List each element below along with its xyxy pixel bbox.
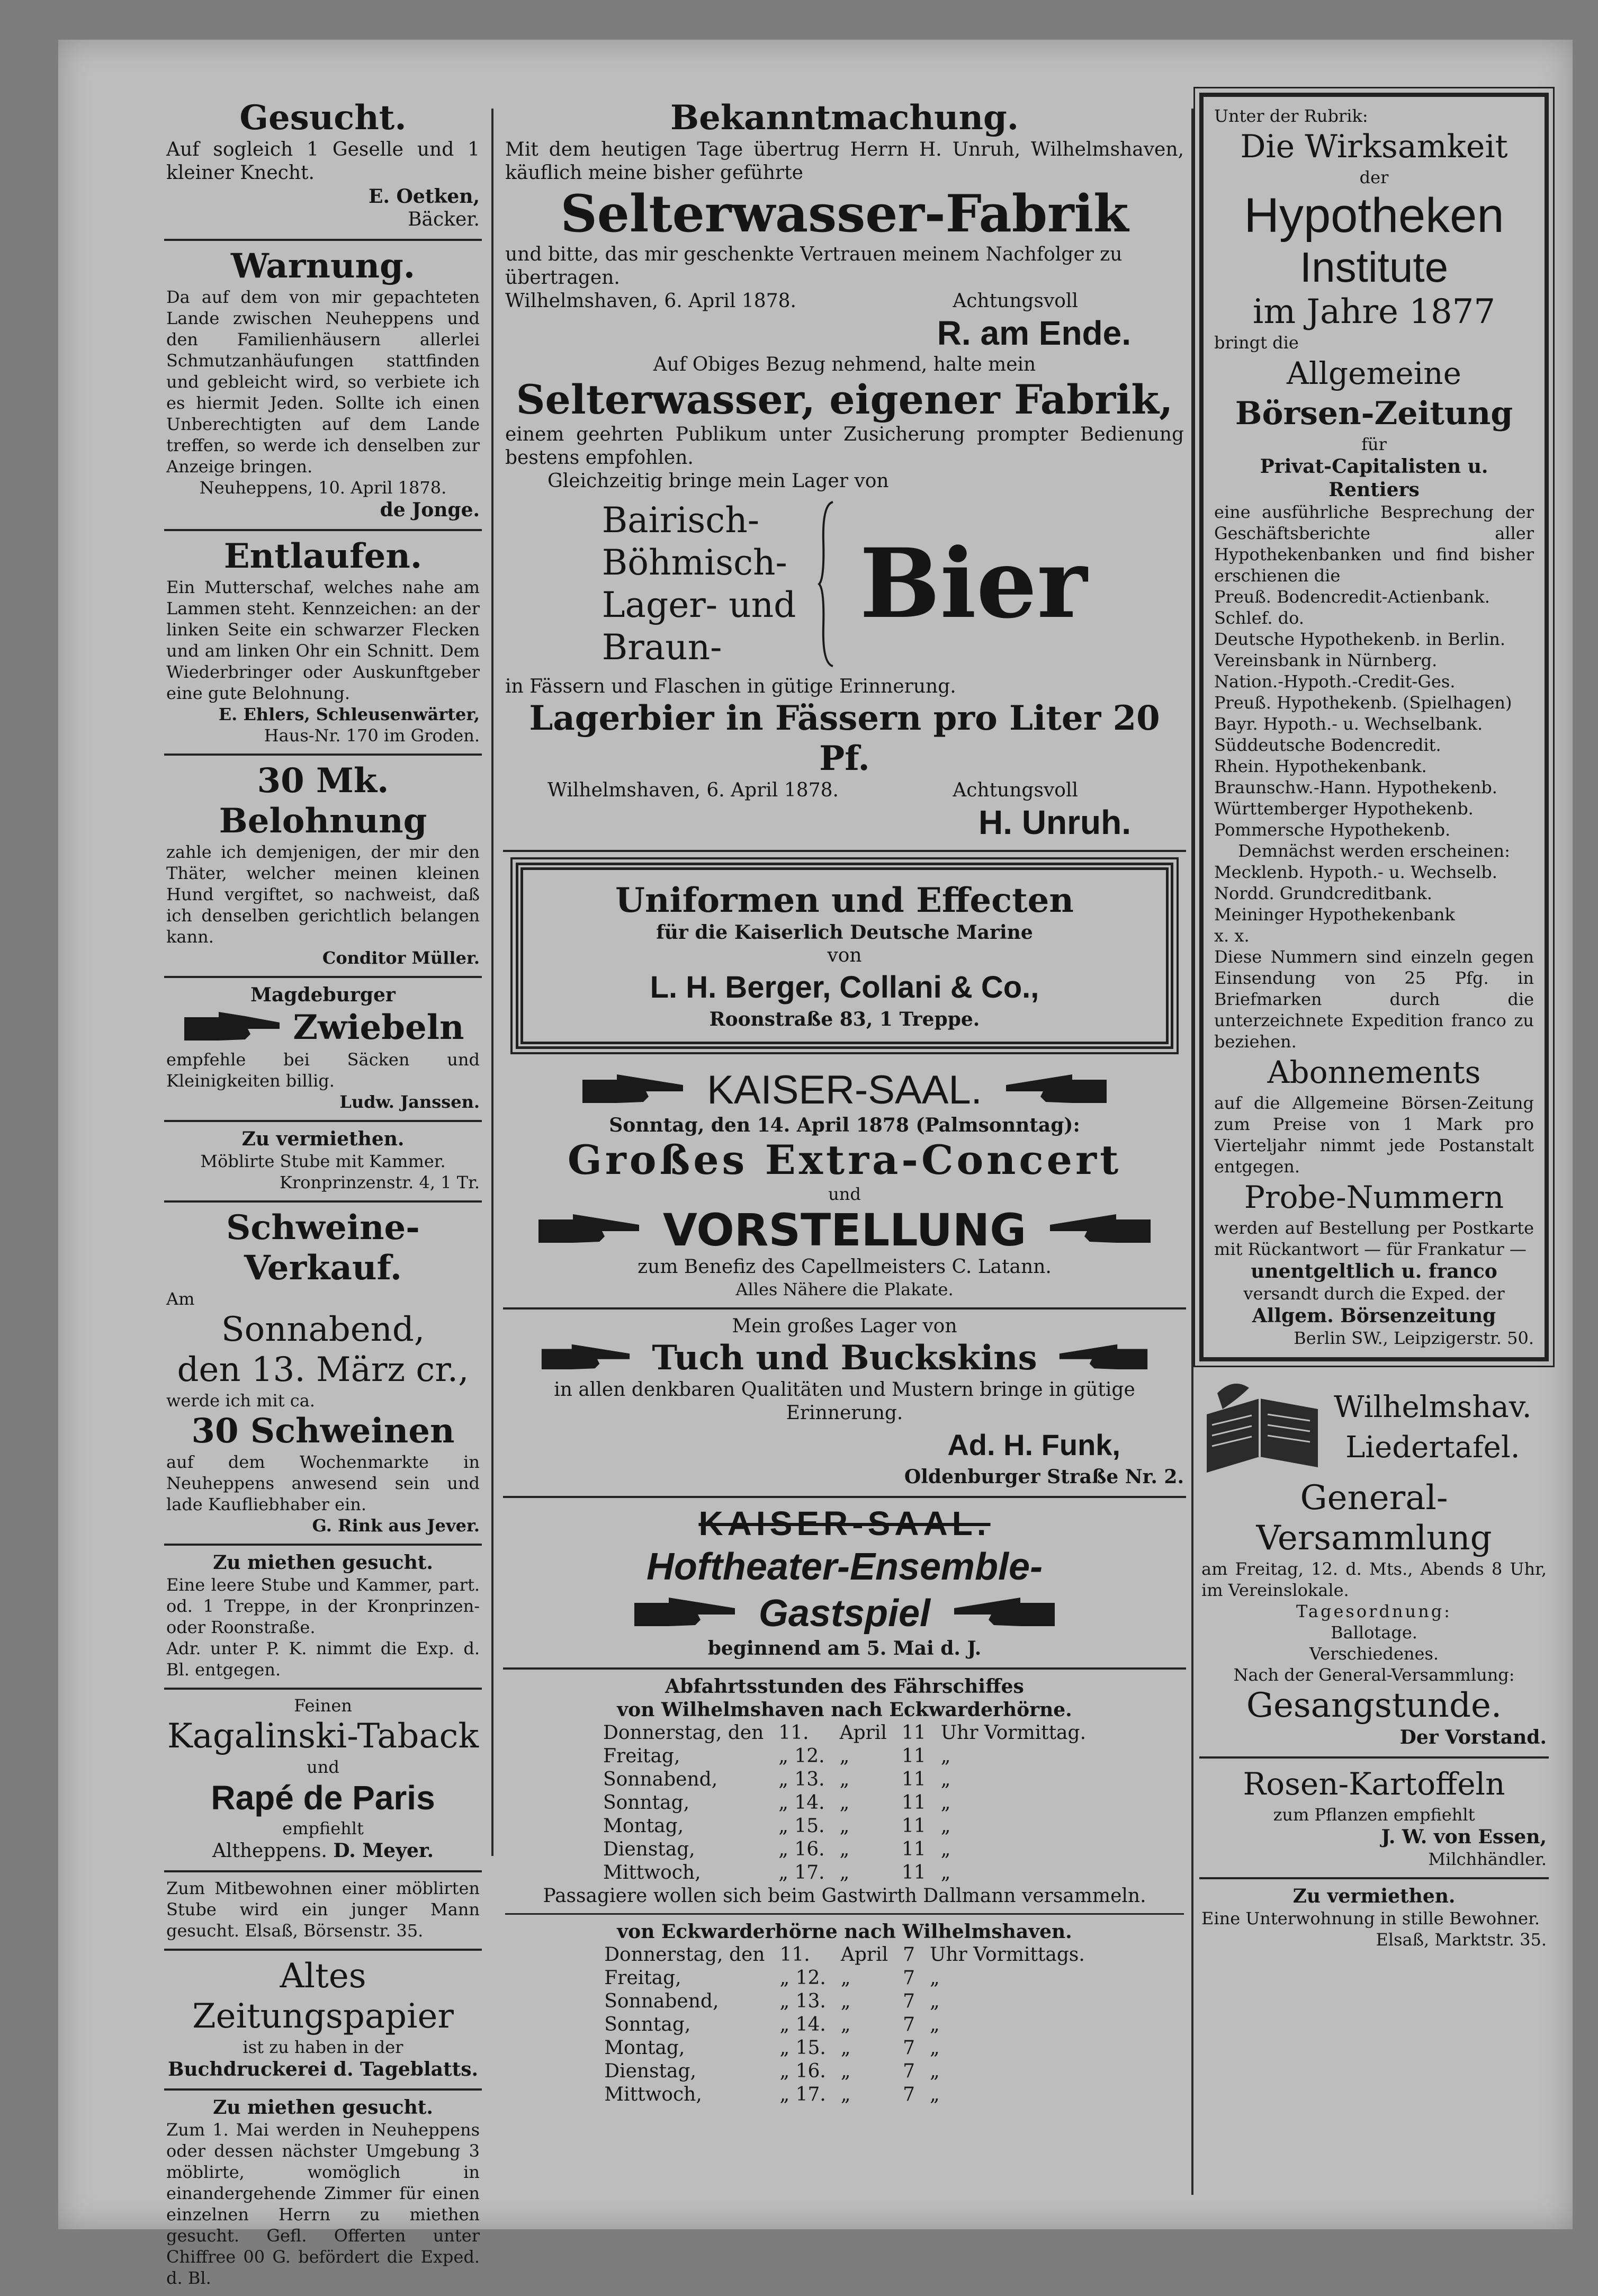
agenda-item: Ballotage. [1331,1622,1417,1643]
ad-text5: versandt durch die Exped. der [1243,1284,1505,1304]
pointing-hand-right-icon [632,1592,738,1635]
ad-big: Selterwasser-Fabrik [560,184,1129,244]
ad-big: Gastspiel [758,1592,931,1635]
beer-block [505,499,1184,669]
ad-belohnung [164,756,482,978]
ferry-cell: „ [840,2014,851,2035]
ferry-cell: „ [839,1815,850,1837]
ad-entlaufen [164,531,482,756]
ferry-cell: „ 15. [779,2037,826,2059]
ferry-cell: „ [930,1990,940,2012]
bank-item: Deutsche Hypothekenb. in Berlin. [1214,629,1506,649]
ad-title: Gesucht. [239,98,407,138]
ad-signature: H. Unruh. [978,803,1131,841]
ad-gesucht [164,93,482,241]
ferry-cell: „ [940,1862,951,1884]
ferry-cell: „ [839,1792,850,1814]
ferry-cell: 7 [903,1990,915,2012]
ad-signature: D. Meyer. [333,1840,434,1862]
ferry-cell: „ [940,1745,951,1767]
ferry-cell: „ 17. [779,2084,826,2105]
ad-big2: Selterwasser, eigener Fabrik, [516,376,1173,423]
ad-text: zum Pflanzen empfiehlt [1273,1805,1475,1825]
ad-greet: Achtungsvoll [953,779,1078,801]
bank-item: Meininger Hypothekenbank [1214,904,1455,925]
ferry-row [597,2083,1092,2106]
ad-gesucht3 [164,2091,482,2296]
ferry-cell: „ [930,2060,940,2082]
ad-title-block [1334,1387,1532,1468]
ad-text: Auf sogleich 1 Geselle und 1 kleiner Knecht. [166,139,480,184]
ferry-cell: 11 [901,1722,926,1744]
ad-headline [505,1590,1184,1637]
ferry-cell: Montag, [604,2037,685,2059]
ad-text: Eine Unterwohnung in stille Bewohner. [1201,1908,1540,1929]
pointing-hand-right-icon [580,1069,686,1111]
ad-text: auf dem Wochenmarkte in Neuheppens anwesend sein und lade Kaufliebhaber ein. [166,1452,480,1514]
ad-title: Schweine-Verkauf. [226,1208,420,1288]
ad-title: 30 Mk. Belohnung [219,761,427,841]
ad-text: empfehle bei Säcken und Kleinigkeiten billig. [166,1050,480,1091]
bank-item: Nordd. Grundcreditbank. [1214,883,1432,903]
ad-title: Kagalinski-Taback [167,1717,479,1756]
ad-signature: Conditor Müller. [322,948,480,968]
ad-gastspiel [503,1498,1186,1670]
bank-item: x. x. [1214,926,1250,946]
ad-title: KAISER-SAAL. [707,1068,982,1113]
ad-signature: E. Ehlers, Schleusenwärter, [218,704,480,724]
ad-zwiebeln [164,978,482,1122]
ferry-cell: Dienstag, [603,1838,695,1860]
ad-signature: E. Oetken, [369,185,480,208]
ad-title3: von Eckwarderhörne nach Wilhelmshaven. [617,1921,1072,1943]
ferry-cell: Freitag, [603,1745,680,1767]
ad-title: Die Wirksamkeit [1240,128,1508,165]
bank-item: Preuß. Hypothekenb. (Spielhagen) [1214,693,1512,713]
ferry-cell: 11. [779,1944,810,1966]
ad-probe: Probe-Nummern [1244,1179,1504,1215]
ferry-cell: „ [940,1769,951,1790]
ad-text: am Freitag, 12. d. Mts., Abends 8 Uhr, im Vereinslokale. [1201,1559,1547,1600]
pointing-hand-left-icon [951,1592,1057,1635]
ferry-cell: „ 13. [779,1990,826,2012]
ad-zeitungspapier [164,1951,482,2091]
ferry-cell: 7 [903,2084,915,2105]
bank-item: Württemberger Hypothekenb. [1214,799,1474,819]
ad-address: Oldenburger Straße Nr. 2. [904,1466,1184,1488]
ad-der: der [1359,167,1389,187]
pointing-hand-left-icon [1047,1209,1153,1251]
ad-tabak [164,1690,482,1872]
ad-place: Altheppens. [212,1840,327,1862]
ferry-cell: „ 13. [778,1769,825,1790]
ad-big2: Versammlung [1256,1519,1492,1558]
ad-paper: Allgemeine [1287,355,1461,391]
ad-text: zum Benefiz des Capellmeisters C. Latann. [638,1256,1052,1278]
ferry-cell: 11 [901,1792,926,1814]
ferry-cell: „ [930,2037,940,2059]
ferry-cell: Sonntag, [603,1792,690,1814]
ad-signature: Buchdruckerei d. Tageblatts. [167,2058,479,2080]
pointing-hand-right-icon [535,1340,636,1377]
ad-liedertafel [1199,1372,1549,1759]
ferry-row [597,1943,1092,1967]
ad-vermiethen [164,1122,482,1203]
ferry-cell: 7 [903,2014,915,2035]
ad-text3: auf die Allgemeine Börsen-Zeitung zum Preise von 1 Mark pro Vierteljahr nimmt jede Postanstalt entgegen. [1214,1093,1534,1177]
ferry-cell: „ [930,2014,940,2035]
pointing-hand-right-icon [536,1209,642,1251]
ferry-cell: Uhr Vormittags. [930,1944,1085,1966]
ad-bringt: bringt die [1214,333,1299,353]
column-left [164,93,482,2296]
ad-title: Zu miethen gesucht. [213,1551,433,1574]
ad-text: Möblirte Stube mit Kammer. [200,1151,446,1171]
ad-signature: Ludw. Janssen. [339,1092,480,1112]
ad-text2: Diese Nummern sind einzeln gegen Einsendung von 25 Pfg. in Briefmarken durch die unterzeichnete Expedition franco zu beziehen. [1214,947,1534,1052]
ad-text4: einem geehrten Publikum unter Zusicherung prompter Bedienung bestens empfohlen. [505,424,1184,469]
ferry-cell: „ [839,1862,850,1884]
ferry-cell: „ 12. [779,1967,826,1989]
ferry-cell: „ [930,1967,940,1989]
ad-headline [505,1338,1184,1378]
ad-text: Ein Mutterschaf, welches nahe am Lammen steht. Kennzeichen: an der linken Seite ein schwarzer Flecken und am linken Ohr ein Schnitt. Dem Wiederbringer oder Auskunftgeber eine gute Belohnung. [166,577,480,703]
ferry-cell: Donnerstag, den [604,1944,765,1966]
ad-abo: Abonnements [1267,1054,1481,1090]
ferry-cell: Donnerstag, den [603,1722,764,1744]
ad-signature: Der Vorstand. [1399,1726,1547,1748]
beer-item: Braun- [602,627,722,668]
ad-text: beginnend am 5. Mai d. J. [707,1637,982,1660]
ad-title: Zu miethen gesucht. [213,2096,433,2119]
ferry-row [596,1745,1093,1768]
ferry-cell: 7 [903,1967,915,1989]
ad-place: Neuheppens, 10. April 1878. [199,478,447,498]
ad-title: Abfahrtsstunden des Fährschiffes [665,1675,1024,1698]
ad-place: Wilhelmshaven, 6. April 1878. [505,290,796,312]
ad-am: Am [166,1289,195,1309]
ad-title: Rosen-Kartoffeln [1243,1766,1505,1802]
ad-pretitle: Feinen [294,1696,352,1716]
ferry-cell: „ 15. [778,1815,825,1837]
ferry-cell: Uhr Vormittag. [940,1722,1087,1744]
ferry-cell: Mittwoch, [604,2084,702,2105]
bank-list [1214,586,1534,840]
beer-list [602,499,796,669]
ad-text: in allen denkbaren Qualitäten und Mustern bringe in gütige Erinnerung. [554,1379,1135,1424]
ad-tuch [503,1310,1186,1498]
ad-subtitle: Hoftheater-Ensemble- [646,1546,1043,1588]
ad-demn: Demnächst werden erscheinen: [1238,841,1510,861]
bank-item: Braunschw.-Hann. Hypothekenb. [1214,777,1497,797]
beer-item: Lager- und [602,585,796,625]
ferry-cell: 7 [903,2037,915,2059]
ad-und: und [828,1184,861,1204]
bank-item: Preuß. Bodencredit-Actienbank. [1214,587,1490,607]
ferry-cell: Sonntag, [604,2014,691,2035]
ad-bekanntmachung [503,93,1186,852]
ad-note: Passagiere wollen sich beim Gastwirth Dallmann versammeln. [543,1885,1146,1907]
ad-warnung [164,241,482,531]
ad-fuer: für [1361,434,1387,454]
bank-item: Mecklenb. Hypoth.- u. Wechselb. [1214,862,1497,882]
songbook-icon [1201,1377,1323,1478]
ferry-cell: 11 [901,1745,926,1767]
ad-place-line [505,290,1184,313]
ferry-cell: 11. [778,1722,809,1744]
bank-item: Süddeutsche Bodencredit. [1214,735,1441,755]
ad-text4: werden auf Bestellung per Postkarte mit Rückantwort — für Frankatur — [1214,1218,1534,1259]
ad-text: zahle ich demjenigen, der mir den Thäter, welcher meinen kleinen Hund vergiftet, so nachweist, daß ich denselben gerichtlich belangen kann. [166,842,480,947]
ferry-cell: Mittwoch, [603,1862,701,1884]
ad-title: Entlaufen. [223,536,423,576]
ferry-row [597,2013,1092,2037]
ad-signature: Ad. H. Funk, [947,1428,1120,1461]
ad-date: Sonntag, den 14. April 1878 (Palmsonntag): [609,1114,1080,1136]
bank-item: Rhein. Hypothekenbank. [1214,756,1427,776]
ad-date: den 13. März cr., [177,1350,469,1389]
ad-headline2 [505,1205,1184,1255]
ferry-cell: „ 16. [778,1838,825,1860]
column-rule-left [491,109,493,1856]
ad-vermiethen-right [1199,1879,1549,1958]
ad-address: Elsaß, Marktstr. 35. [1376,1930,1547,1950]
ferry-cell: „ [940,1815,951,1837]
ad-headline [166,1007,480,1049]
ferry-cell: „ [840,2084,851,2105]
ad-text: Eine leere Stube und Kammer, part. od. 1 Treppe, in der Kronprinzen- oder Roonstraße. [166,1575,480,1637]
ad-target: Privat-Capitalisten u. Rentiers [1260,455,1488,501]
ad-title: Warnung. [230,246,416,286]
ad-title2: Liedertafel. [1345,1430,1520,1465]
ad-big2: VORSTELLUNG [662,1204,1027,1256]
column-right [1199,93,1549,1958]
bank-item: Schlef. do. [1214,608,1305,628]
ferry-cell: 11 [901,1862,926,1884]
ad-address: Roonstraße 83, 1 Treppe. [709,1008,980,1030]
ad-title: Bekanntmachung. [670,98,1019,138]
ferry-row [597,1967,1092,1990]
bank-list-upcoming [1214,862,1534,946]
ad-emp: empfiehlt [282,1818,364,1838]
ad-gesucht2 [164,1546,482,1690]
ferry-table-return [597,1943,1092,2106]
ad-kartoffeln [1199,1759,1549,1879]
ferry-row [596,1791,1093,1815]
agenda-item: Verschiedenes. [1309,1644,1439,1664]
ad-address: Kronprinzenstr. 4, 1 Tr. [279,1172,480,1192]
ferry-row [597,2060,1092,2083]
ad-text5: Gleichzeitig bringe mein Lager von [547,470,889,492]
ad-title2: Rapé de Paris [211,1779,435,1817]
ad-signature-line [166,1839,480,1863]
ad-place-line2 [505,779,1184,802]
beer-item: Böhmisch- [602,542,787,583]
bank-item: Vereinsbank in Nürnberg. [1214,650,1438,670]
ferry-table-outbound [596,1721,1093,1885]
ad-faehre [503,1670,1186,2114]
ad-text: ist zu haben in der [243,2037,403,2057]
ad-signature: J. W. von Essen, [1381,1826,1547,1848]
ferry-row [596,1861,1093,1885]
ad-text: Zum 1. Mai werden in Neuheppens oder dessen nächster Umgebung 3 möblirte, womöglich in einandergehende Zimmer für einen einzelnen Herrn zu miethen gesucht. Gefl. Offerten unter Chiffree 00 G. befördert die Exped. d. Bl. [166,2120,480,2288]
ferry-cell: „ [940,1838,951,1860]
ad-title: Wilhelmshav. [1334,1390,1532,1424]
ad-note: Alles Nähere die Plakate. [735,1279,954,1299]
ad-pretitle: Magdeburger [250,984,396,1006]
ferry-cell: „ [839,1745,850,1767]
ad-title: Tuch und Buckskins [652,1338,1037,1378]
ad-subtitle: für die Kaiserlich Deutsche Marine [656,921,1033,944]
pointing-hand-icon [182,1007,282,1049]
ad-signature: R. am Ende. [937,314,1131,352]
ad-title2: Zeitungspapier [192,1997,454,2036]
ad-mid: werde ich mit ca. [166,1391,315,1411]
ferry-cell: „ 17. [778,1862,825,1884]
beer-item: Bairisch- [602,500,760,541]
ad-big3: Lagerbier in Fässern pro Liter 20 Pf. [529,698,1160,778]
ferry-cell: April [839,1722,887,1744]
ad-text2: und bitte, das mir geschenkte Vertrauen meinem Nachfolger zu übertragen. [505,244,1123,289]
bank-item: Bayr. Hypoth.- u. Wechselbank. [1214,714,1483,734]
ad-kaisersaal [503,1062,1186,1310]
ferry-cell: „ 14. [778,1792,825,1814]
ferry-cell: April [840,1944,888,1966]
ad-text3: Auf Obiges Bezug nehmend, halte mein [653,354,1036,375]
ad-big: Hypotheken [1244,189,1504,243]
ad-header [1201,1377,1547,1478]
ad-text: eine ausführliche Besprechung der Geschäftsberichte aller Hypothekenbanken und find bisher erschienen die [1214,502,1534,586]
ferry-cell: Sonnabend, [603,1769,718,1790]
ad-headline [505,1067,1184,1114]
ferry-cell: „ 16. [779,2060,826,2082]
newspaper-page [58,40,1573,2288]
ad-after: Nach der General-Versammlung: [1233,1665,1515,1685]
ad-address: Haus-Nr. 170 im Groden. [264,725,480,746]
ad-text6: in Fässern und Flaschen in gütige Erinnerung. [505,676,956,697]
ad-year: im Jahre 1877 [1252,292,1496,331]
ferry-cell: 7 [903,2060,915,2082]
ferry-cell: 11 [901,1815,926,1837]
ferry-cell: „ 14. [779,2014,826,2035]
ferry-cell: „ [840,2037,851,2059]
ferry-cell: Freitag, [604,1967,681,1989]
brace-icon [817,499,838,669]
chain-frame [516,863,1173,1049]
ad-title2: von Wilhelmshaven nach Eckwarderhörne. [617,1699,1072,1721]
ferry-cell: 11 [901,1838,926,1860]
column-rule-right [1191,109,1193,2195]
ferry-row [596,1815,1093,1838]
ad-title: Zu vermiethen. [1292,1885,1456,1907]
ad-place: Wilhelmshaven, 6. April 1878. [547,779,839,801]
ferry-row [597,1990,1092,2013]
ad-text: Zum Mitbewohnen einer möblirten Stube wird ein junger Mann gesucht. Elsaß, Börsenstr. 35. [166,1878,480,1941]
ad-schweine [164,1203,482,1546]
pointing-hand-left-icon [1003,1069,1109,1111]
pointing-hand-left-icon [1053,1340,1154,1377]
ad-free: unentgeltlich u. franco [1251,1260,1497,1282]
ferry-cell: Dienstag, [604,2060,696,2082]
ad-note: Adr. unter P. K. nimmt die Exp. d. Bl. entgegen. [166,1638,480,1680]
ferry-row [596,1721,1093,1745]
ad-text: Mit dem heutigen Tage übertrug Herrn H. Unruh, Wilhelmshaven, käuflich meine bisher geführte [505,139,1184,184]
ad-signature: Allgem. Börsenzeitung [1252,1305,1496,1327]
ad-big3: Gesangstunde. [1246,1686,1502,1725]
ad-big: Großes Extra-Concert [567,1136,1122,1183]
ad-title: KAISER-SAAL. [698,1504,991,1542]
ferry-cell: Sonnabend, [604,1990,719,2012]
ad-title: Uniformen und Effecten [615,881,1074,920]
ferry-cell: „ [840,1990,851,2012]
ferry-cell: „ [940,1792,951,1814]
ferry-cell: Montag, [603,1815,684,1837]
ad-text: Da auf dem von mir gepachteten Lande zwischen Neuheppens und den Familienhäusern allerlei Schmutzanhäufungen stattfinden und gebleicht wird, so verbiete ich es hiermit Jeden. Sollte ich einen Unberechtigten auf dem Lande treffen, so werde ich denselben zur Anzeige bringen. [166,287,480,477]
ad-address: Berlin SW., Leipzigerstr. 50. [1294,1328,1534,1348]
ad-day: Sonnabend, [221,1310,425,1349]
ad-pretitle: Mein großes Lager von [732,1315,957,1337]
divider [505,1913,1184,1915]
bank-item: Nation.-Hypoth.-Credit-Ges. [1214,671,1456,692]
ferry-cell: „ [840,1967,851,1989]
ferry-row [597,2037,1092,2060]
ferry-cell: „ 12. [778,1745,825,1767]
ferry-cell: 11 [901,1769,926,1790]
ferry-row [596,1768,1093,1791]
ad-mitbewohnen [164,1872,482,1951]
ferry-row [596,1838,1093,1861]
ad-trade: Bäcker. [408,209,480,230]
ad-uniformen [503,852,1186,1062]
beer-word: Bier [859,528,1088,640]
ad-big2: Institute [1299,244,1449,291]
ad-pretitle: Unter der Rubrik: [1214,106,1368,126]
bank-item: Pommersche Hypothekenb. [1214,820,1451,840]
ad-paper2: Börsen-Zeitung [1235,395,1513,432]
ad-und: und [307,1757,339,1777]
ferry-cell: „ [839,1769,850,1790]
ad-hypotheken [1199,93,1549,1361]
ad-big: 30 Schweinen [191,1411,455,1451]
ad-greet: Achtungsvoll [953,290,1078,312]
ad-title: Altes [280,1957,366,1996]
column-middle [503,93,1186,2114]
ad-von: von [827,945,862,966]
ad-company: L. H. Berger, Collani & Co., [650,970,1039,1005]
ad-trade: Milchhändler. [1428,1849,1547,1869]
ad-signature: de Jonge. [380,499,480,521]
ferry-cell: „ [840,2060,851,2082]
ad-tag: Tagesordnung: [1296,1601,1452,1621]
ferry-cell: „ [930,2084,940,2105]
ferry-cell: „ [839,1838,850,1860]
ad-signature: G. Rink aus Jever. [312,1515,480,1536]
ferry-cell: 7 [903,1944,915,1966]
ad-title: Zu vermiethen. [241,1128,405,1150]
ad-title: Zwiebeln [293,1008,464,1047]
ad-big: General- [1300,1478,1448,1518]
